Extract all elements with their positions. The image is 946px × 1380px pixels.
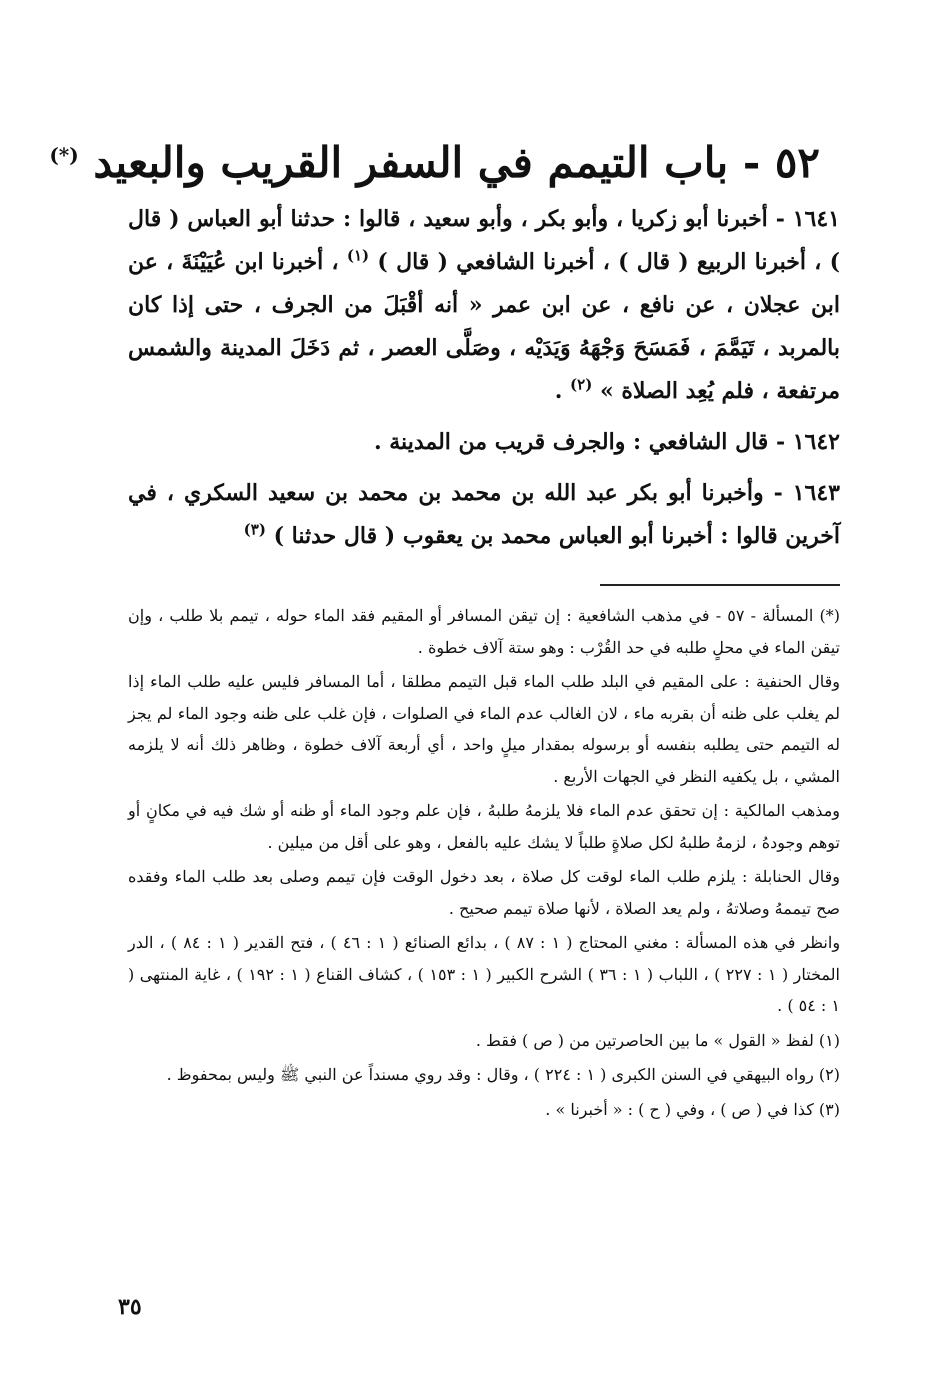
- hadith-1643: [128, 472, 840, 558]
- footnote-ref-3: (٣): [243, 520, 266, 539]
- hadith-1641-end: .: [554, 378, 563, 404]
- hadith-1641-text: ١٦٤١ - أخبرنا أبو زكريا ، وأبو بكر ، وأبو سعيد ، قالوا : حدثنا أبو العباس ( قال ) ، أخبرنا الربيع ( قال ) ، أخبرنا الشافعي ( قال ): [128, 206, 840, 275]
- chapter-title: [49, 120, 820, 190]
- footnote-hanbali: وقال الحنابلة : يلزم طلب الماء لوقت كل صلاة ، بعد دخول الوقت فإن تيمم وصلى بعد طلب الماء وفقده صح تيممهُ وصلاتهُ ، ولم يعد الصلاة ، لأنها صلاة تيمم صحيح .: [128, 867, 840, 918]
- hadith-1642-text: ١٦٤٢ - قال الشافعي : والجرف قريب من المدينة .: [373, 429, 840, 455]
- footnote-3: (٣) كذا في ( ص ) ، وفي ( ح ) : « أخبرنا » .: [545, 1099, 840, 1119]
- chapter-title-text: ٥٢ - باب التيمم في السفر القريب والبعيد: [93, 138, 820, 187]
- chapter-footnote-mark: (*): [49, 143, 79, 167]
- footnote-ref-2: (٢): [570, 375, 593, 394]
- footnote-maliki: ومذهب المالكية : إن تحقق عدم الماء فلا يلزمهُ طلبهُ ، فإن علم وجود الماء أو ظنه أو شك فيه في مكانٍ أو توهم وجودهُ ، لزمهُ طلبهُ لكل صلاةٍ طلباً لا يشك عليه بالفعل ، وهو على أقل من ميلين .: [128, 801, 840, 852]
- hadith-1641: [128, 198, 840, 413]
- footnote-star: (*) المسألة - ٥٧ - في مذهب الشافعية : إن تيقن المسافر أو المقيم فقد الماء حوله ، تيمم بلا طلب ، وإن تيقن الماء في محلٍ طلبه في حد القُرْب : وهو ستة آلاف خطوة .: [128, 606, 841, 657]
- hadith-body: [128, 198, 840, 558]
- footnote-references: وانظر في هذه المسألة : مغني المحتاج ( ١ : ٨٧ ) ، بدائع الصنائع ( ١ : ٤٦ ) ، فتح القدير ( ١ : ٨٤ ) ، الدر المختار ( ١ : ٢٢٧ ) ، اللباب ( ١ : ٣٦ ) الشرح الكبير ( ١ : ١٥٣ ) ، كشاف القناع ( ١ : ١٩٢ ) ، غاية المنتهى ( ١ : ٥٤ ) .: [128, 933, 841, 1015]
- footnote-ref-1: (١): [346, 246, 370, 265]
- hadith-1643-text: ١٦٤٣ - وأخبرنا أبو بكر عبد الله بن محمد بن محمد بن سعيد السكري ، في آخرين قالوا : أخبرنا أبو العباس محمد بن يعقوب ( قال حدثنا ): [128, 480, 840, 549]
- footnote-1: (١) لفظ « القول » ما بين الحاصرتين من ( ص ) فقط .: [475, 1030, 840, 1050]
- hadith-1641-text-cont: ، أخبرنا ابن عُيَيْنَةَ ، عن ابن عجلان ، عن نافع ، عن ابن عمر « أنه أقْبَلَ من الجرف ، حتى إذا كان بالمربد ، تَيَمَّمَ ، فَمَسَحَ وَجْهَهُ وَيَدَيْه ، وصَلَّى العصر ، ثم دَخَلَ المدينة والشمس مرتفعة ، فلم يُعِد الصلاة »: [128, 249, 840, 404]
- footnote-divider: [600, 584, 840, 586]
- footnote-hanafi: وقال الحنفية : على المقيم في البلد طلب الماء قبل التيمم مطلقا ، أما المسافر فليس عليه طلب الماء إذا لم يغلب على ظنه أن بقربه ماء ، لان الغالب عدم الماء في الصلوات ، فإن غلب على ظنه وجود الماء لم يجز له التيمم حتى يطلبه بنفسه أو برسوله بمقدار ميلٍ واحد ، أي أربعة آلاف خطوة ، وظاهر ذلك أنه لا يلزمه المشي ، بل يكفيه النظر في الجهات الأربع .: [128, 672, 841, 786]
- footnotes: [128, 600, 840, 1128]
- hadith-1642: [128, 421, 840, 464]
- footnote-2: (٢) رواه البيهقي في السنن الكبرى ( ١ : ٢٢٤ ) ، وقال : وقد روي مسنداً عن النبي ﷺ وليس بمحفوظ .: [166, 1065, 840, 1084]
- page-number: ٣٥: [118, 1294, 142, 1320]
